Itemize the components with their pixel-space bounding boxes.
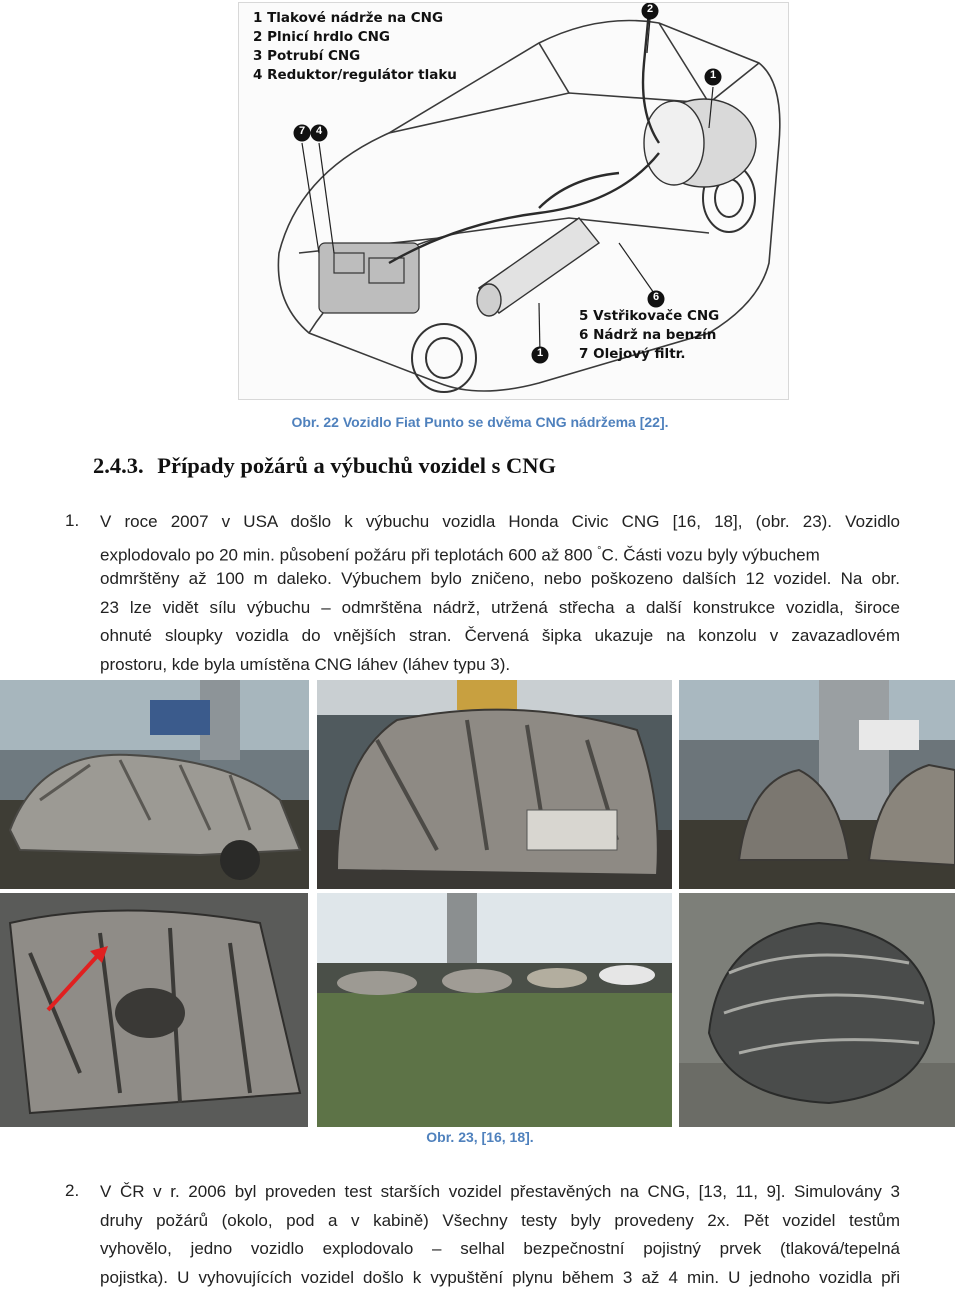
item-2-paragraph [100,1178,900,1292]
photo-burned-car-2 [317,680,672,889]
legend-item: 1 Tlakové nádrže na CNG [253,9,457,28]
section-heading [93,453,556,479]
callout-1-rear: 1 [708,69,718,81]
paragraph-line: pojistka). U vyhovujících vozidel došlo k vypuštění plynu během 3 až 4 min. U jednoho vozidla při [100,1264,900,1292]
callout-6: 6 [651,291,661,303]
photo-burned-cng-tank [679,893,955,1127]
callout-1-front: 1 [535,347,545,359]
diagram-legend-top [253,9,457,85]
photo-burned-cars-parking [317,893,672,1127]
figure-23-caption: Obr. 23, [16, 18]. [0,1129,960,1145]
legend-item: 7 Olejový filtr. [579,345,719,364]
legend-item: 3 Potrubí CNG [253,47,457,66]
paragraph-line: 23 lze vidět sílu výbuchu – odmrštěna nádrž, utržená střecha a další konstrukce vozidla, široce [100,594,900,623]
item-1-paragraph [100,508,900,679]
callout-4: 4 [314,125,324,137]
paragraph-line: ohnuté sloupky vozidla do vnějších stran. Červená šipka ukazuje na konzolu v zavazadlovém [100,622,900,651]
callout-2: 2 [645,3,655,15]
paragraph-line: V roce 2007 v USA došlo k výbuchu vozidla Honda Civic CNG [16, 18], (obr. 23). Vozidlo [100,508,900,537]
figure-22-caption: Obr. 22 Vozidlo Fiat Punto se dvěma CNG nádržema [22]. [0,414,960,430]
callout-7: 7 [297,125,307,137]
list-number-2: 2. [65,1181,79,1201]
paragraph-line: odmrštěny až 100 m daleko. Výbuchem bylo zničeno, nebo poškozeno dalších 12 vozidel. Na obr. [100,565,900,594]
cng-car-diagram [238,2,789,400]
paragraph-line: V ČR v r. 2006 byl proveden test starších vozidel přestavěných na CNG, [13, 11, 9]. Simulovány 3 [100,1178,900,1207]
paragraph-line: prostoru, kde byla umístěna CNG láhev (láhev typu 3). [100,651,900,680]
degree-superscript: ° [597,545,601,557]
paragraph-line: explodovalo po 20 min. působení požáru při teplotách 600 až 800 °C. Části vozu byly výbuchem [100,537,900,566]
photo-burned-car-1 [0,680,309,889]
legend-item: 6 Nádrž na benzín [579,326,719,345]
paragraph-line: druhy požárů (okolo, pod a v kabině) Všechny testy byly provedeny 2x. Pět vozidel testům [100,1207,900,1236]
legend-item: 5 Vstřikovače CNG [579,307,719,326]
legend-item: 2 Plnicí hrdlo CNG [253,28,457,47]
section-title: Případy požárů a výbuchů vozidel s CNG [157,453,556,478]
list-number-1: 1. [65,511,79,531]
photo-burned-car-4-trunk [0,893,308,1127]
diagram-legend-bottom [579,307,719,364]
legend-item: 4 Reduktor/regulátor tlaku [253,66,457,85]
section-number: 2.4.3. [93,453,144,478]
photo-burned-car-3 [679,680,955,889]
paragraph-line: vyhovělo, jedno vozidlo explodovalo – selhal bezpečnostní pojistný prvek (tlaková/tepelná [100,1235,900,1264]
